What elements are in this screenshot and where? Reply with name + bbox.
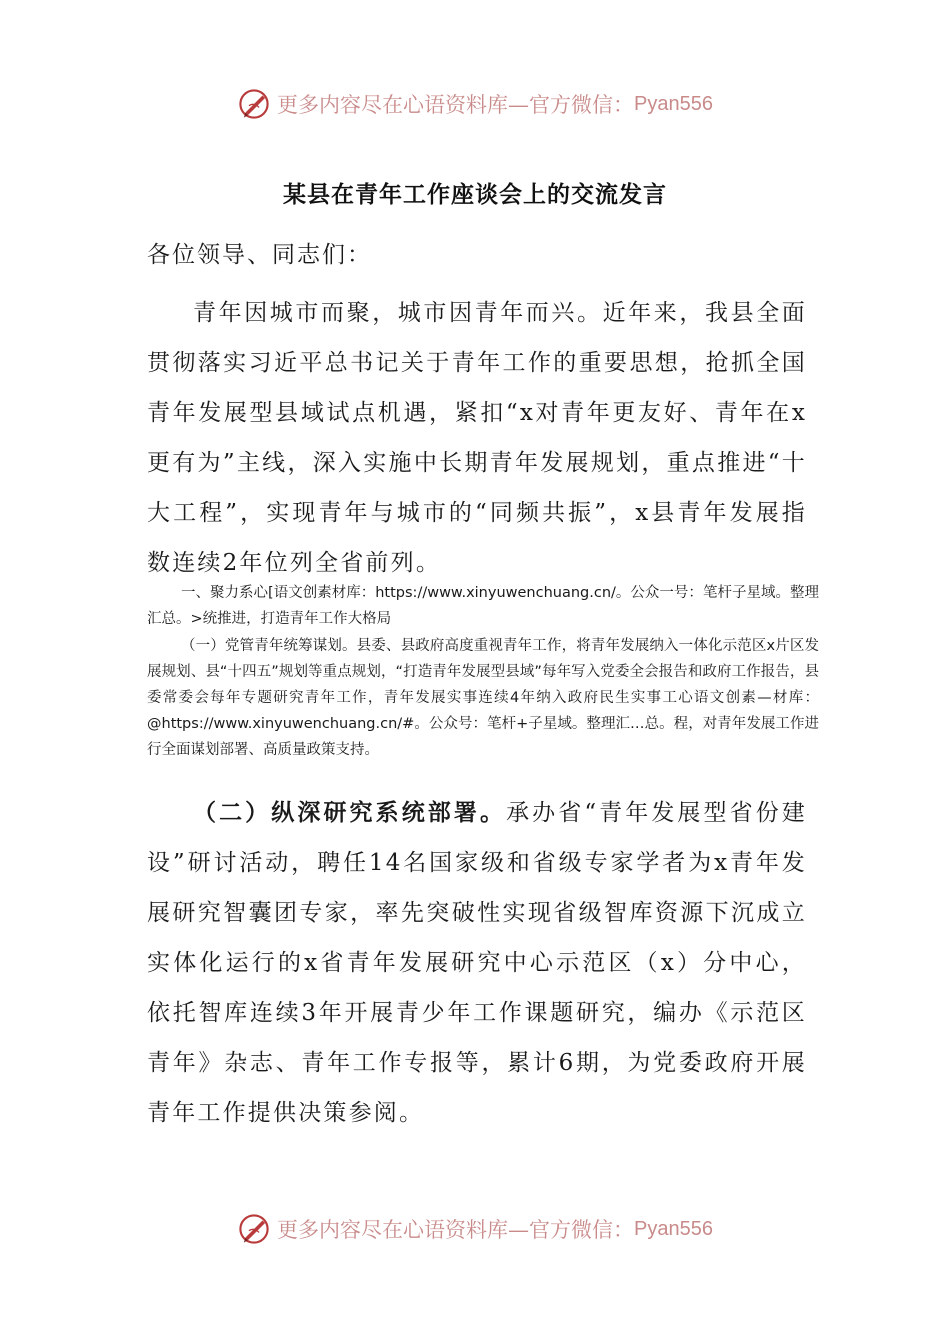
greeting: 各位领导、同志们：: [147, 242, 372, 268]
banner-wechat-id: Pyan556: [634, 92, 713, 115]
banner-text: 更多内容尽在心语资料库—官方微信：: [277, 1218, 635, 1242]
header-banner: [0, 86, 950, 122]
banner-wechat-id: Pyan556: [634, 1217, 713, 1240]
paragraph-party-leadership: （一）党管青年统筹谋划。县委、县政府高度重视青年工作，将青年发展纳入一体化示范区x片区发展规划、县“十四五”规划等重点规划，“打造青年发展型县域”每年写入党委全会报告和政府工作报告，县委常委会每年专题研究青年工作，青年发展实事连续4年纳入政府民生实事工心语文创素—材库：@https://www.xinyuwenchuang.cn/#。公众号：笔杆+子星域。整理汇…总。程，对青年发展工作进行全面谋划部署、高质量政策支持。: [147, 638, 819, 758]
paragraph-research-body: 承办省“青年发展型省份建设”研讨活动，聘任14名国家级和省级专家学者为x青年发展研究智囊团专家，率先突破性实现省级智库资源下沉成立实体化运行的x省青年发展研究中心示范区（x）分中心，依托智库连续3年开展青少年工作课题研究，编办《示范区青年》杂志、青年工作专报等，累计6期，为党委政府开展青年工作提供决策参阅。: [147, 800, 807, 1126]
pen-logo-icon: [237, 1212, 271, 1246]
section-heading-1: 一、聚力系心[语文创素材库：https://www.xinyuwenchuang.cn/。公众一号：笔杆子星域。整理汇总。>统推进，打造青年工作大格局: [147, 585, 819, 627]
paragraph-research-lead: （二）纵深研究系统部署。: [193, 799, 507, 826]
paragraph-intro: 青年因城市而聚，城市因青年而兴。近年来，我县全面贯彻落实习近平总书记关于青年工作的重要思想，抢抓全国青年发展型县域试点机遇，紧扣“x对青年更友好、青年在x更有为”主线，深入实施中长期青年发展规划，重点推进“十大工程”，实现青年与城市的“同频共振”，x县青年发展指数连续2年位列全省前列。: [147, 300, 807, 576]
banner-text: 更多内容尽在心语资料库—官方微信：: [277, 93, 635, 117]
footer-banner: [0, 1211, 950, 1247]
pen-logo-icon: [237, 87, 271, 121]
document-title: 某县在青年工作座谈会上的交流发言: [283, 181, 667, 208]
paragraph-research: [147, 788, 807, 1138]
